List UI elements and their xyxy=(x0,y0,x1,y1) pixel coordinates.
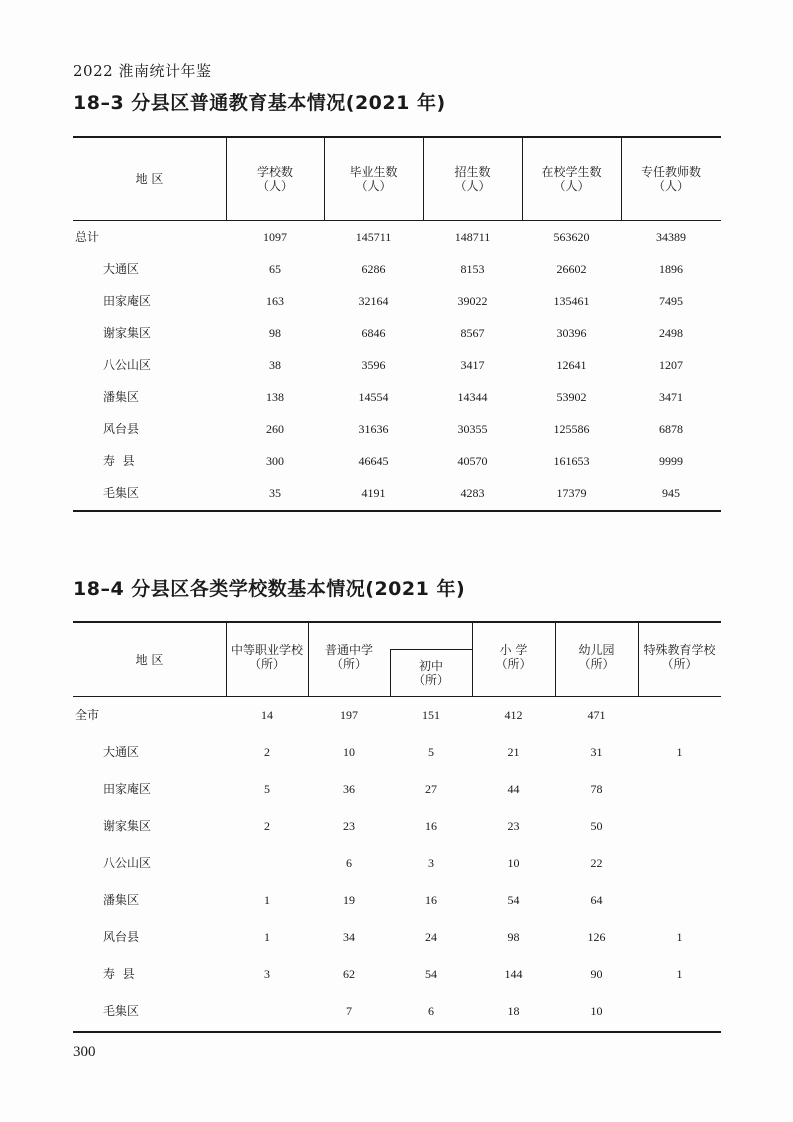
cell-vocational: 1 xyxy=(264,930,270,944)
cell-vocational xyxy=(226,854,308,872)
cell-special: 1 xyxy=(676,930,683,944)
table-row xyxy=(73,484,721,502)
cell-special xyxy=(638,891,721,909)
table-row xyxy=(73,420,721,438)
cell-graduates: 6846 xyxy=(361,326,386,340)
header-unit: （人） xyxy=(454,179,491,193)
cell-schools: 260 xyxy=(266,422,284,436)
cell-schools: 38 xyxy=(269,358,281,372)
cell-junior: 54 xyxy=(425,967,437,981)
row-label: 大通区 xyxy=(103,262,140,276)
header-unit: （所） xyxy=(412,673,449,687)
table-row xyxy=(73,388,721,406)
cell-teachers: 945 xyxy=(662,486,680,500)
cell-kindergarten: 78 xyxy=(590,782,603,796)
header-label: 地 区 xyxy=(135,652,164,667)
cell-enrollment: 14344 xyxy=(457,390,488,404)
cell-enrollment: 3417 xyxy=(460,358,485,372)
table-row xyxy=(73,965,721,983)
header-label: 地 区 xyxy=(135,172,164,186)
table-row xyxy=(73,780,721,798)
header-unit: （所） xyxy=(661,657,698,671)
cell-secondary: 197 xyxy=(340,708,358,722)
cell-primary: 44 xyxy=(507,782,520,796)
cell-junior: 151 xyxy=(422,708,440,722)
cell-vocational: 2 xyxy=(264,819,270,833)
header-label: 初中 xyxy=(418,659,443,673)
cell-kindergarten: 31 xyxy=(590,745,603,759)
cell-junior: 27 xyxy=(425,782,437,796)
table1-header-enrollment xyxy=(423,138,522,220)
cell-teachers: 6878 xyxy=(659,422,683,436)
cell-students: 26602 xyxy=(556,262,587,276)
cell-primary: 412 xyxy=(504,708,523,722)
header-label: 专任教师数 xyxy=(640,165,701,179)
table-row xyxy=(73,292,721,310)
cell-teachers: 7495 xyxy=(659,294,683,308)
header-unit: （人） xyxy=(256,179,293,193)
table1-header-graduates xyxy=(324,138,423,220)
cell-special xyxy=(638,817,721,835)
cell-enrollment: 8567 xyxy=(460,326,485,340)
cell-enrollment: 30355 xyxy=(457,422,488,436)
header-unit: （人） xyxy=(355,179,392,193)
header-unit: （所） xyxy=(330,657,367,671)
page-number: 300 xyxy=(73,1044,96,1060)
table2-title: 18–4 分县区各类学校数基本情况(2021 年) xyxy=(73,578,466,600)
header-label: 普通中学 xyxy=(324,643,373,657)
row-label: 田家庵区 xyxy=(103,782,152,796)
row-label: 潘集区 xyxy=(103,893,140,907)
cell-primary: 10 xyxy=(507,856,520,870)
cell-teachers: 2498 xyxy=(659,326,683,340)
cell-junior: 5 xyxy=(428,745,434,759)
table2-header-junior xyxy=(390,650,472,696)
cell-junior: 16 xyxy=(425,819,437,833)
cell-students: 53902 xyxy=(556,390,587,404)
row-label: 总计 xyxy=(75,230,100,244)
header-label: 学校数 xyxy=(256,165,293,179)
cell-special xyxy=(638,854,721,872)
row-label: 八公山区 xyxy=(103,358,152,372)
cell-special: 1 xyxy=(676,967,683,981)
table1-header-region xyxy=(73,138,226,220)
row-label: 大通区 xyxy=(103,745,140,759)
table-row xyxy=(73,928,721,946)
table2-header-kindergarten xyxy=(555,623,638,696)
table1-header-teachers xyxy=(621,138,721,220)
cell-vocational xyxy=(226,1002,308,1020)
row-label: 寿 县 xyxy=(103,967,135,981)
cell-secondary: 7 xyxy=(346,1004,352,1018)
cell-secondary: 23 xyxy=(343,819,355,833)
table-row xyxy=(73,260,721,278)
cell-schools: 65 xyxy=(269,262,281,276)
cell-schools: 300 xyxy=(266,454,284,468)
cell-graduates: 31636 xyxy=(358,422,389,436)
table-row xyxy=(73,891,721,909)
table1-header-schools xyxy=(226,138,324,220)
table1-header-rule xyxy=(73,220,721,221)
cell-primary: 21 xyxy=(507,745,520,759)
cell-enrollment: 40570 xyxy=(457,454,488,468)
cell-vocational: 2 xyxy=(264,745,270,759)
row-label: 八公山区 xyxy=(103,856,152,870)
table-row xyxy=(73,743,721,761)
header-label: 特殊教育学校 xyxy=(643,643,716,657)
cell-secondary: 10 xyxy=(343,745,355,759)
cell-teachers: 34389 xyxy=(656,230,686,244)
cell-primary: 23 xyxy=(507,819,520,833)
cell-kindergarten: 50 xyxy=(590,819,603,833)
cell-secondary: 62 xyxy=(343,967,355,981)
row-label: 全市 xyxy=(75,708,100,722)
header-label: 幼儿园 xyxy=(578,643,615,657)
header-label: 中等职业学校 xyxy=(230,643,303,657)
cell-students: 17379 xyxy=(556,486,587,500)
cell-enrollment: 8153 xyxy=(460,262,485,276)
header-unit: （所） xyxy=(248,657,285,671)
header-label: 招生数 xyxy=(454,165,491,179)
table2-header-region xyxy=(73,623,226,696)
cell-students: 30396 xyxy=(556,326,587,340)
table-row xyxy=(73,706,721,724)
cell-secondary: 36 xyxy=(343,782,355,796)
table2-header-primary xyxy=(472,623,555,696)
header-unit: （所） xyxy=(578,657,615,671)
row-label: 田家庵区 xyxy=(103,294,152,308)
cell-vocational: 3 xyxy=(264,967,270,981)
cell-graduates: 3596 xyxy=(361,358,386,372)
header-label: 小 学 xyxy=(499,643,528,657)
table1-bottom-rule xyxy=(73,510,721,512)
table-row xyxy=(73,854,721,872)
cell-primary: 18 xyxy=(507,1004,520,1018)
cell-junior: 6 xyxy=(428,1004,434,1018)
cell-graduates: 32164 xyxy=(358,294,389,308)
table2-header-special xyxy=(638,623,721,696)
table-row xyxy=(73,452,721,470)
table2-bottom-rule xyxy=(73,1031,721,1033)
cell-enrollment: 148711 xyxy=(454,230,491,244)
cell-graduates: 145711 xyxy=(355,230,392,244)
table-row xyxy=(73,1002,721,1020)
cell-special xyxy=(638,1002,721,1020)
row-label: 毛集区 xyxy=(103,486,140,500)
cell-schools: 163 xyxy=(266,294,284,308)
cell-schools: 138 xyxy=(266,390,284,404)
row-label: 谢家集区 xyxy=(103,819,152,833)
cell-enrollment: 39022 xyxy=(457,294,488,308)
cell-junior: 24 xyxy=(425,930,437,944)
cell-graduates: 46645 xyxy=(358,454,389,468)
table1-header-students xyxy=(522,138,621,220)
table-row xyxy=(73,228,721,246)
cell-vocational: 14 xyxy=(261,708,273,722)
cell-students: 161653 xyxy=(553,454,590,468)
table1-title: 18–3 分县区普通教育基本情况(2021 年) xyxy=(73,92,446,114)
cell-schools: 98 xyxy=(269,326,281,340)
table2 xyxy=(73,621,721,1035)
table2-header-secondary xyxy=(308,623,390,696)
cell-students: 563620 xyxy=(553,230,590,244)
table1 xyxy=(73,136,721,514)
table2-header-rule xyxy=(73,696,721,697)
cell-kindergarten: 471 xyxy=(587,708,606,722)
row-label: 寿 县 xyxy=(103,454,135,468)
table2-header-vocational xyxy=(226,623,308,696)
header-unit: （所） xyxy=(495,657,532,671)
row-label: 潘集区 xyxy=(103,390,140,404)
cell-students: 125586 xyxy=(553,422,590,436)
cell-kindergarten: 10 xyxy=(590,1004,603,1018)
table-row xyxy=(73,356,721,374)
cell-special: 1 xyxy=(676,745,683,759)
header-label: 在校学生数 xyxy=(541,165,602,179)
cell-junior: 3 xyxy=(428,856,434,870)
cell-students: 12641 xyxy=(556,358,587,372)
cell-enrollment: 4283 xyxy=(460,486,485,500)
cell-kindergarten: 22 xyxy=(590,856,603,870)
cell-secondary: 19 xyxy=(343,893,355,907)
table-row xyxy=(73,324,721,342)
cell-schools: 1097 xyxy=(263,230,287,244)
cell-schools: 35 xyxy=(269,486,281,500)
cell-kindergarten: 64 xyxy=(590,893,603,907)
cell-secondary: 6 xyxy=(346,856,352,870)
cell-special xyxy=(638,706,721,724)
cell-graduates: 14554 xyxy=(358,390,389,404)
cell-teachers: 3471 xyxy=(659,390,683,404)
cell-special xyxy=(638,780,721,798)
cell-vocational: 1 xyxy=(264,893,270,907)
cell-teachers: 1207 xyxy=(659,358,683,372)
cell-graduates: 4191 xyxy=(361,486,386,500)
running-head: 2022 淮南统计年鉴 xyxy=(73,62,212,80)
cell-teachers: 1896 xyxy=(659,262,683,276)
cell-primary: 144 xyxy=(504,967,523,981)
cell-primary: 54 xyxy=(507,893,520,907)
row-label: 毛集区 xyxy=(103,1004,140,1018)
header-label: 毕业生数 xyxy=(349,165,398,179)
cell-teachers: 9999 xyxy=(659,454,683,468)
table-row xyxy=(73,817,721,835)
cell-junior: 16 xyxy=(425,893,437,907)
cell-primary: 98 xyxy=(507,930,520,944)
row-label: 谢家集区 xyxy=(103,326,152,340)
cell-kindergarten: 126 xyxy=(587,930,606,944)
header-unit: （人） xyxy=(652,179,689,193)
cell-vocational: 5 xyxy=(264,782,270,796)
row-label: 风台县 xyxy=(103,422,140,436)
header-unit: （人） xyxy=(553,179,590,193)
cell-kindergarten: 90 xyxy=(590,967,603,981)
cell-secondary: 34 xyxy=(343,930,355,944)
cell-students: 135461 xyxy=(553,294,590,308)
row-label: 风台县 xyxy=(103,930,140,944)
cell-graduates: 6286 xyxy=(361,262,386,276)
